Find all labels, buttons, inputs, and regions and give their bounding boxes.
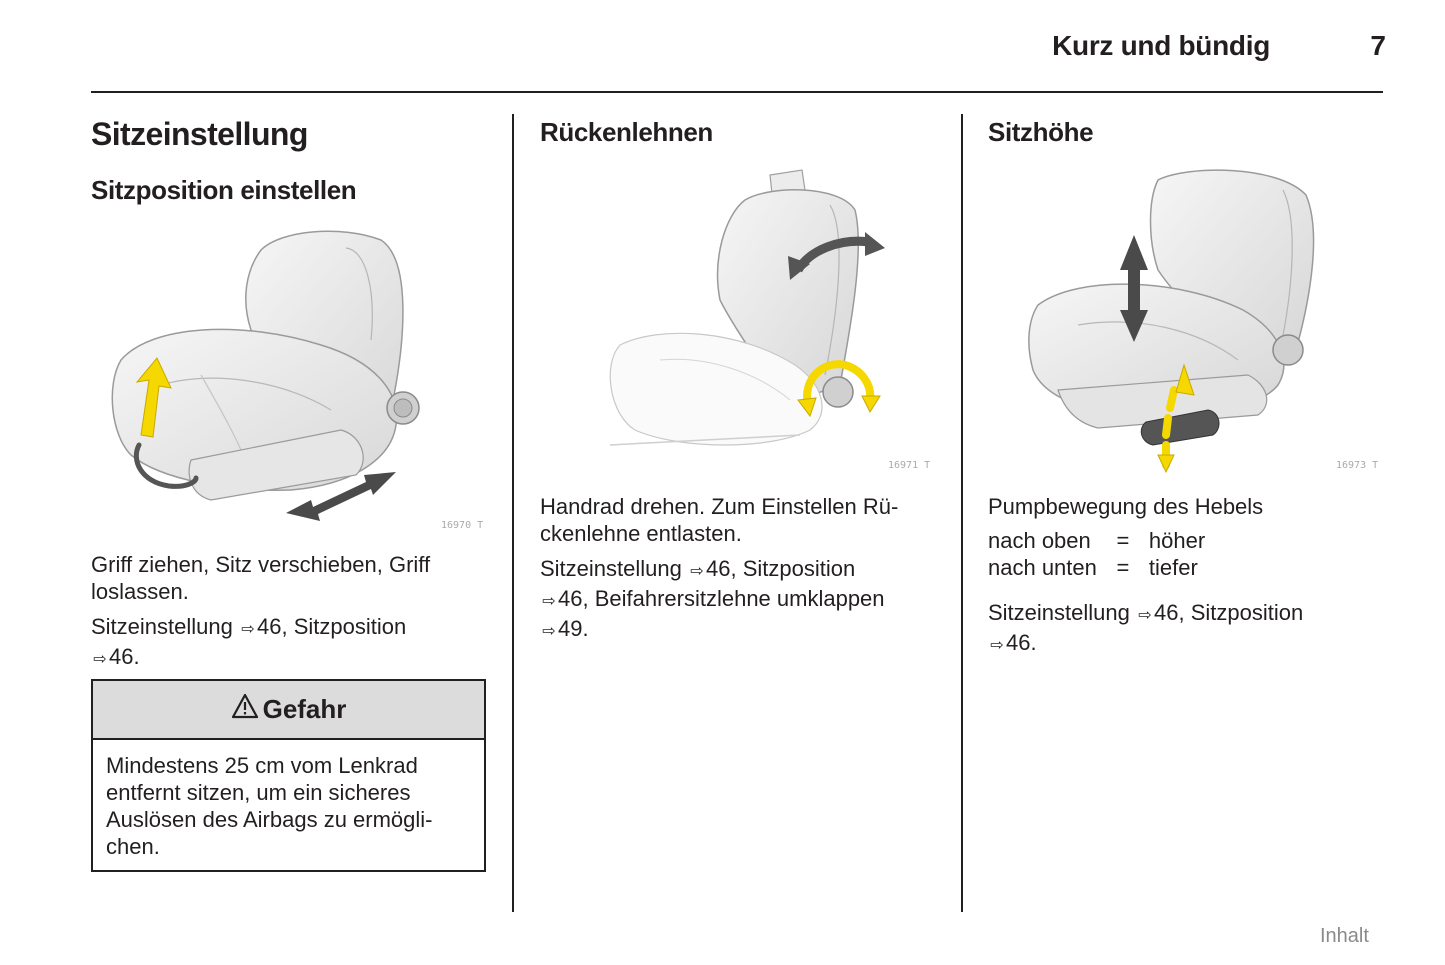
danger-title: Gefahr	[262, 694, 347, 724]
direction-label: nach unten	[988, 555, 1097, 580]
figure-number: 16973 T	[1336, 460, 1379, 471]
danger-line1: Mindestens 25 cm vom Lenkrad	[106, 753, 418, 778]
column-divider-2	[961, 114, 963, 912]
footer-contents-link[interactable]: Inhalt	[1320, 925, 1369, 947]
danger-line3: Auslösen des Airbags zu ermögli-	[106, 807, 433, 832]
table-row	[988, 527, 1205, 554]
figure-number: 16970 T	[441, 520, 484, 531]
col1-instruction-line1: Griff ziehen, Sitz verschieben, Griff	[91, 552, 431, 577]
col3-instruction: Pumpbewegung des Hebels	[988, 494, 1264, 519]
reference-arrow-icon: ⇨	[690, 563, 704, 580]
danger-header	[93, 681, 484, 740]
ref-link-sitzposition[interactable]: 46, Sitzposition	[1154, 600, 1304, 625]
col3-references	[988, 599, 1384, 659]
page-number: 7	[1370, 30, 1386, 61]
reference-arrow-icon: ⇨	[990, 637, 1004, 654]
section-heading-rueckenlehnen: Rückenlehnen	[540, 117, 713, 147]
header-rule	[91, 91, 1383, 93]
section-heading-sitzeinstellung: Sitzeinstellung	[91, 116, 308, 152]
subheading-sitzposition: Sitzposition einstellen	[91, 175, 357, 205]
col1-instruction	[91, 551, 487, 605]
danger-line4: chen.	[106, 834, 160, 859]
ref-link-sitzeinstellung[interactable]: Sitzeinstellung	[988, 600, 1130, 625]
col2-instruction	[540, 493, 936, 547]
height-adjustment-table	[988, 527, 1205, 581]
seat-height-illustration	[988, 160, 1384, 475]
ref-link-46[interactable]: 46.	[109, 644, 140, 669]
equals-sign: =	[1116, 555, 1130, 580]
col2-references	[540, 555, 936, 645]
reference-arrow-icon: ⇨	[93, 651, 107, 668]
ref-link-49[interactable]: 49.	[558, 616, 589, 641]
ref-link-sitzposition[interactable]: 46, Sitzposition	[706, 556, 856, 581]
figure-number: 16971 T	[888, 460, 931, 471]
reference-arrow-icon: ⇨	[542, 593, 556, 610]
column-divider-1	[512, 114, 514, 912]
ref-link-beifahrersitzlehne[interactable]: 46, Beifahrersitzlehne umklappen	[558, 586, 885, 611]
page-header-title: Kurz und bündig	[1052, 30, 1270, 61]
seat-position-illustration	[91, 220, 487, 535]
ref-link-sitzposition[interactable]: 46, Sitzposition	[257, 614, 407, 639]
col2-instruction-line2: ckenlehne entlasten.	[540, 521, 742, 546]
danger-body	[93, 740, 484, 872]
result-label: tiefer	[1148, 555, 1198, 580]
backrest-illustration	[540, 160, 936, 475]
danger-warning-box	[91, 679, 486, 872]
col1-references	[91, 613, 487, 673]
col2-instruction-line1: Handrad drehen. Zum Einstellen Rü-	[540, 494, 899, 519]
reference-arrow-icon: ⇨	[241, 621, 255, 638]
equals-sign: =	[1116, 528, 1130, 553]
ref-link-sitzeinstellung[interactable]: Sitzeinstellung	[91, 614, 233, 639]
ref-link-46[interactable]: 46.	[1006, 630, 1037, 655]
reference-arrow-icon: ⇨	[542, 623, 556, 640]
warning-triangle-icon	[231, 693, 259, 726]
result-label: höher	[1148, 528, 1206, 553]
table-row	[988, 554, 1205, 581]
col1-instruction-line2: loslassen.	[91, 579, 189, 604]
section-heading-sitzhoehe: Sitzhöhe	[988, 117, 1094, 147]
danger-line2: entfernt sitzen, um ein sicheres	[106, 780, 411, 805]
reference-arrow-icon: ⇨	[1138, 607, 1152, 624]
ref-link-sitzeinstellung[interactable]: Sitzeinstellung	[540, 556, 682, 581]
direction-label: nach oben	[988, 528, 1091, 553]
